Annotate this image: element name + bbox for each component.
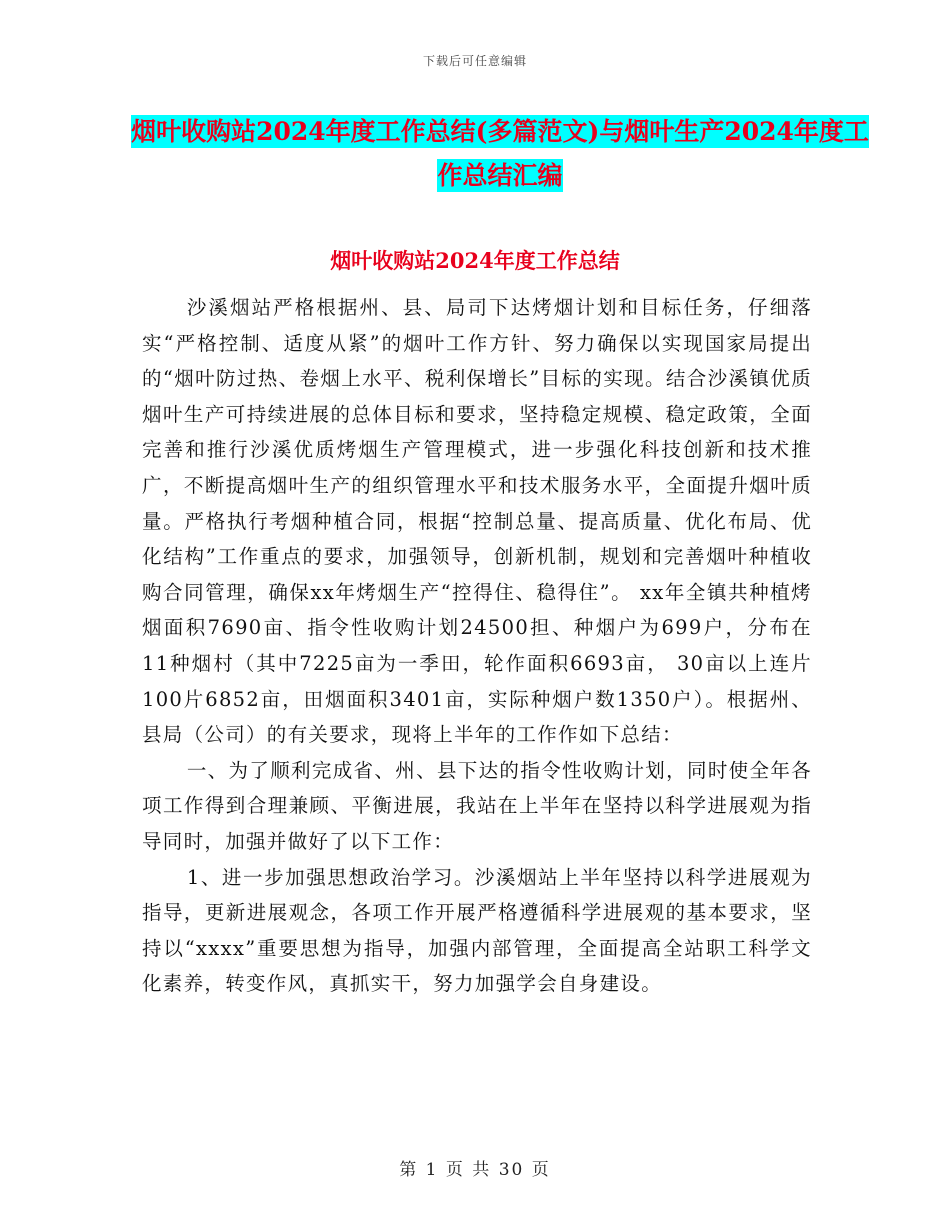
paragraph: 沙溪烟站严格根据州、县、局司下达烤烟计划和目标任务，仔细落实“严格控制、适度从紧”的烟叶工作方针、努力确保以实现国家局提出的“烟叶防过热、卷烟上水平、税利保增长”目标的实现。结合沙溪镇优质烟叶生产可持续进展的总体目标和要求，坚持稳定规模、稳定政策，全面完善和推行沙溪优质烤烟生产管理模式，进一步强化科技创新和技术推广，不断提高烟叶生产的组织管理水平和技术服务水平，全面提升烟叶质量。严格执行考烟种植合同，根据“控制总量、提高质量、优化布局、优化结构”工作重点的要求，加强领导，创新机制，规划和完善烟叶种植收购合同管理，确保xx年烤烟生产“控得住、稳得住”。 xx年全镇共种植烤烟面积7690亩、指令性收购计划24500担、种烟户为699户，分布在11种烟村（其中7225亩为一季田，轮作面积6693亩， 30亩以上连片100片6852亩，田烟面积3401亩，实际种烟户数1350户）。根据州、县局（公司）的有关要求，现将上半年的工作作如下总结：	[142, 296, 812, 747]
section-title: 烟叶收购站2024年度工作总结	[330, 248, 620, 273]
page-footer: 第 1 页 共 30 页	[399, 1160, 551, 1180]
paragraph: 一、为了顺利完成省、州、县下达的指令性收购计划，同时使全年各项工作得到合理兼顾、平衡进展，我站在上半年在坚持以科学进展观为指导同时，加强并做好了以下工作：	[142, 758, 812, 853]
body-text	[142, 290, 812, 1002]
page-header-note: 下载后可任意编辑	[422, 54, 527, 68]
paragraph: 1、进一步加强思想政治学习。沙溪烟站上半年坚持以科学进展观为指导，更新进展观念，各项工作开展严格遵循科学进展观的基本要求，坚持以“xxxx”重要思想为指导，加强内部管理，全面提高全站职工科学文化素养，转变作风，真抓实干，努力加强学会自身建设。	[142, 865, 812, 996]
document-title-text: 烟叶收购站2024年度工作总结(多篇范文)与烟叶生产2024年度工作总结汇编	[131, 117, 869, 190]
document-title	[120, 110, 880, 198]
